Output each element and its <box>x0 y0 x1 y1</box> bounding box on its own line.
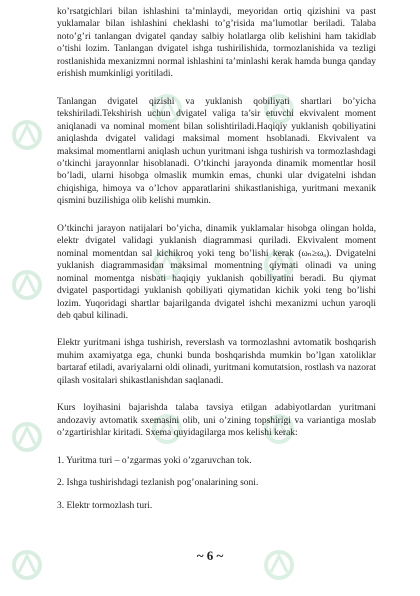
paragraph: Tanlangan dvigatel qizishi va yuklanish qobiliyati shartlari bo’yicha tekshiriladi.Tekshirish uchun dvigatel valiga ta’sir etuvchi ekvivalent moment aniqlanadi va nominal moment bilan solishtiriladi.Haqiqiy yuklanish qobiliyatini aniqlashda dvigatel validagi maksimal moment hsoblanadi. Ekvivalent va maksimal momentlarni aniqlash uchun yuritmani ishga tushirish va tormozlashdagi o’tkinchi jarayonnlar hisoblanadi. O’tkinchi jarayonda dinamik momentlar hosil bo’ladi, ularni hisobga olmaslik mumkin emas, chunki ular dvigatelni ishdan chiqishiga, himoya va o’lchov apparatlarini shikastlanishiga, yuritmani mexanik qismini buzilishiga olib kelishi mumkin. <box>57 96 376 207</box>
paragraph: ko’rsatgichlari bilan ishlashini ta’minlaydi, meyoridan ortiq qizishini va past yuklamalar bilan ishlashini cheklashi to’g’risida ma’lumotlar beriladi. Talaba noto’g’ri tanlangan dvigatel qanday salbiy holatlarga olib kelishini ham takidlab o’tishi lozim. Tanlangan dvigatel ishga tushirilishida, tormozlanishida va tezligi rostlanishida mexanizmni normal ishlashini ta’minlashi kerak hamda bunga qanday erishish mumkinligi yoritiladi. <box>57 7 376 80</box>
watermark-seal-icon <box>10 118 44 152</box>
paragraph: O’tkinchi jarayon natijalari bo’yicha, dinamik yuklamalar hisobga olingan holda, elektr dvigatel validagi yuklanish diagrammasi quriladi. Ekvivalent moment nominal momentdan sal kichikroq yoki teng bo’lishi kerak (ωₙ≥ωₐ). Dvigatelni yuklanish diagrammasidan maksimal momentning qiymati olinadi va uning nominal momentga nisbati haqiqiy yuklanish qobiliyatini beradi. Bu qiymat dvigatel pasportidagi yuklanish qobiliyati qiymatidan kichik yoki teng bo’lishi lozim. Yuqoridagi shartlar bajarilganda dvigatel ishchi mexanizmi uchun yaroqli deb qabul kilinadi. <box>57 223 376 321</box>
page-body <box>57 6 376 522</box>
paragraph: Elektr yuritmani ishga tushirish, reverslash va tormozlashni avtomatik boshqarish muhim axamiyatga ega, chunki bunda boshqarishda mumkin bo’lgan xatoliklar bartaraf etiladi, avariyalarni oldi olinadi, yuritmani komutatsion, rostlash va nazorat qilash vositalari shikastlanishdan saqlanadi. <box>57 338 376 386</box>
watermark-seal-icon <box>10 420 44 454</box>
watermark-seal-icon <box>10 268 44 302</box>
page-number: ~ 6 ~ <box>196 548 224 563</box>
list-item: 1. Yuritma turi – o’zgarmas yoki o’zgaruvchan tok. <box>57 455 252 466</box>
paragraph: Kurs loyihasini bajarishda talaba tavsiya etilgan adabiyotlardan yuritmani andozaviy avtomatik sxemasini olib, uni o’zining topshirigi va variantiga moslab o’zgartirishlar kiritadi. Sxema quyidagilarga mos kelishi kerak: <box>57 403 376 439</box>
list-item: 3. Elektr tormozlash turi. <box>57 500 153 511</box>
list-item: 2. Ishga tushirishdagi tezlanish pog’onalarining soni. <box>57 478 259 489</box>
